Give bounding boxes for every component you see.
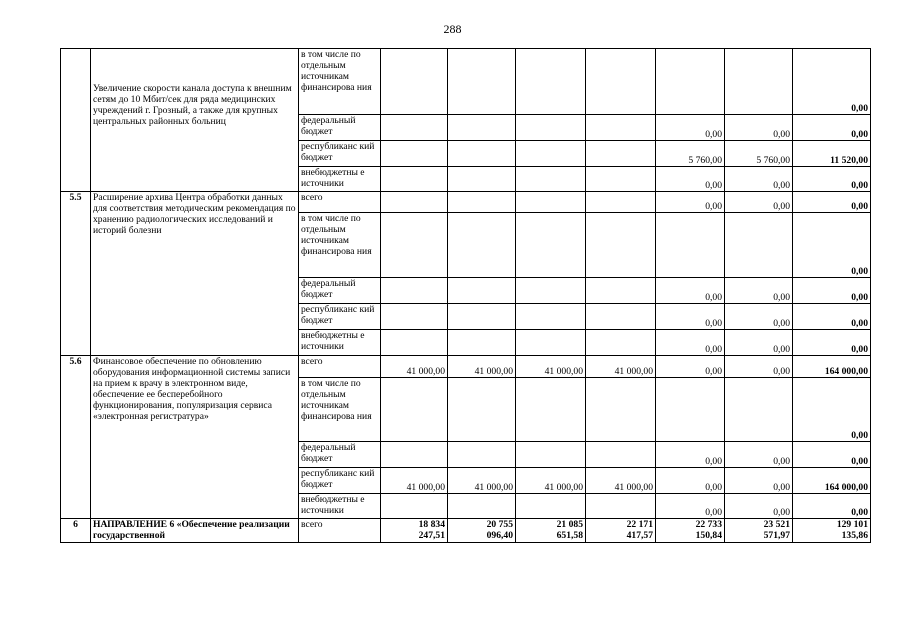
value-cell xyxy=(381,330,448,356)
table-row xyxy=(61,356,871,378)
value-cell xyxy=(448,167,516,192)
total-cell xyxy=(793,519,871,543)
source-label: всего xyxy=(299,192,381,213)
value-cell xyxy=(656,49,725,115)
table-row xyxy=(61,192,871,213)
value-cell xyxy=(448,141,516,167)
value-cell xyxy=(448,49,516,115)
total-cell: 0,00 xyxy=(793,378,871,442)
value-cell xyxy=(381,213,448,278)
total-cell: 0,00 xyxy=(793,213,871,278)
value-cell xyxy=(448,213,516,278)
value-cell: 0,00 xyxy=(725,356,793,378)
value-cell xyxy=(586,304,656,330)
value-cell xyxy=(381,192,448,213)
value-cell: 0,00 xyxy=(725,278,793,304)
table-row xyxy=(61,519,871,543)
value-cell: 0,00 xyxy=(656,278,725,304)
source-label: в том числе по отдельным источникам финансирова ния xyxy=(299,213,381,278)
value-cell xyxy=(586,141,656,167)
value-cell: 0,00 xyxy=(725,442,793,468)
value-cell xyxy=(586,494,656,519)
value-cell: 41 000,00 xyxy=(381,356,448,378)
value-cell: 0,00 xyxy=(656,167,725,192)
value-cell: 0,00 xyxy=(725,304,793,330)
source-label: федеральный бюджет xyxy=(299,442,381,468)
table-row xyxy=(61,49,871,115)
value-line: 571,97 xyxy=(763,530,790,541)
value-cell xyxy=(516,49,586,115)
value-line: 150,84 xyxy=(695,530,722,541)
value-cell xyxy=(381,519,448,543)
value-cell xyxy=(516,278,586,304)
value-line: 22 733 xyxy=(695,519,722,530)
value-cell: 5 760,00 xyxy=(725,141,793,167)
value-cell: 41 000,00 xyxy=(586,468,656,494)
source-label: внебюджетны е источники xyxy=(299,494,381,519)
value-cell xyxy=(516,304,586,330)
value-cell xyxy=(381,167,448,192)
value-cell xyxy=(381,494,448,519)
value-cell xyxy=(516,494,586,519)
total-cell: 0,00 xyxy=(793,115,871,141)
value-cell xyxy=(448,304,516,330)
value-cell: 0,00 xyxy=(656,442,725,468)
value-line: 18 834 xyxy=(418,519,445,530)
value-cell xyxy=(656,213,725,278)
source-label: внебюджетны е источники xyxy=(299,330,381,356)
value-cell xyxy=(586,442,656,468)
value-cell xyxy=(516,192,586,213)
source-label: республиканс кий бюджет xyxy=(299,468,381,494)
value-cell xyxy=(656,378,725,442)
value-cell xyxy=(586,278,656,304)
value-cell: 41 000,00 xyxy=(448,356,516,378)
value-cell xyxy=(586,192,656,213)
value-cell xyxy=(448,494,516,519)
value-cell: 0,00 xyxy=(656,115,725,141)
value-cell xyxy=(381,115,448,141)
measure-name: Расширение архива Центра обработки данных для соответствия методическим рекомендация по хранению радиологических исследований и историй болезни xyxy=(91,192,299,356)
value-cell: 0,00 xyxy=(656,192,725,213)
value-cell: 0,00 xyxy=(656,304,725,330)
value-cell xyxy=(516,378,586,442)
value-cell xyxy=(586,167,656,192)
value-cell: 41 000,00 xyxy=(381,468,448,494)
value-cell xyxy=(381,49,448,115)
budget-table xyxy=(60,48,871,543)
row-index: 5.6 xyxy=(61,356,91,519)
value-cell xyxy=(516,442,586,468)
source-label: всего xyxy=(299,356,381,378)
total-cell: 0,00 xyxy=(793,192,871,213)
page-number: 288 xyxy=(443,22,462,36)
value-cell: 41 000,00 xyxy=(448,468,516,494)
value-cell xyxy=(586,115,656,141)
value-cell: 5 760,00 xyxy=(656,141,725,167)
source-label: в том числе по отдельным источникам финансирова ния xyxy=(299,378,381,442)
value-cell xyxy=(516,141,586,167)
value-line: 23 521 xyxy=(763,519,790,530)
value-cell xyxy=(516,167,586,192)
total-cell: 0,00 xyxy=(793,49,871,115)
total-cell: 0,00 xyxy=(793,494,871,519)
value-cell xyxy=(381,141,448,167)
value-cell xyxy=(516,115,586,141)
value-cell xyxy=(381,278,448,304)
value-cell: 41 000,00 xyxy=(586,356,656,378)
value-line: 20 755 xyxy=(486,519,513,530)
value-cell xyxy=(381,442,448,468)
source-label: внебюджетны е источники xyxy=(299,167,381,192)
measure-name: Увеличение скорости канала доступа к внешним сетям до 10 Мбит/сек для ряда медицинских учреждений г. Грозный, а также для крупных центральных районных больниц xyxy=(91,49,299,192)
value-line: 129 101 xyxy=(836,519,868,530)
value-cell: 0,00 xyxy=(656,494,725,519)
total-cell: 0,00 xyxy=(793,304,871,330)
value-line: 417,57 xyxy=(626,530,653,541)
value-cell: 0,00 xyxy=(656,330,725,356)
total-cell: 0,00 xyxy=(793,442,871,468)
value-cell xyxy=(725,213,793,278)
value-cell: 0,00 xyxy=(656,356,725,378)
measure-name: НАПРАВЛЕНИЕ 6 «Обеспечение реализации государственной xyxy=(91,519,299,543)
total-cell: 0,00 xyxy=(793,278,871,304)
value-line: 22 171 xyxy=(626,519,653,530)
value-cell xyxy=(656,519,725,543)
value-cell: 0,00 xyxy=(725,115,793,141)
source-label: в том числе по отдельным источникам финансирова ния xyxy=(299,49,381,115)
source-label: республиканс кий бюджет xyxy=(299,141,381,167)
value-cell xyxy=(448,115,516,141)
value-cell xyxy=(448,192,516,213)
value-cell xyxy=(448,442,516,468)
value-cell: 0,00 xyxy=(725,330,793,356)
total-cell: 11 520,00 xyxy=(793,141,871,167)
value-cell xyxy=(586,330,656,356)
value-line: 247,51 xyxy=(418,530,445,541)
value-line: 651,58 xyxy=(556,530,583,541)
value-cell xyxy=(586,519,656,543)
value-cell: 0,00 xyxy=(725,167,793,192)
total-cell: 164 000,00 xyxy=(793,468,871,494)
value-cell xyxy=(516,519,586,543)
value-cell xyxy=(586,378,656,442)
value-cell: 0,00 xyxy=(725,494,793,519)
source-label: всего xyxy=(299,519,381,543)
row-index: 6 xyxy=(61,519,91,543)
value-cell xyxy=(516,330,586,356)
source-label: федеральный бюджет xyxy=(299,115,381,141)
value-cell xyxy=(381,304,448,330)
value-cell xyxy=(448,519,516,543)
source-label: федеральный бюджет xyxy=(299,278,381,304)
measure-name: Финансовое обеспечение по обновлению оборудования информационной системы записи на прием к врачу в электронном виде, обеспечение ее бесперебойного функционирования, популяризация сервиса «электронная регистратура» xyxy=(91,356,299,519)
value-cell xyxy=(516,213,586,278)
total-cell: 0,00 xyxy=(793,330,871,356)
total-cell: 164 000,00 xyxy=(793,356,871,378)
value-line: 21 085 xyxy=(556,519,583,530)
total-cell: 0,00 xyxy=(793,167,871,192)
value-line: 135,86 xyxy=(841,530,868,541)
value-cell xyxy=(725,378,793,442)
row-index: 5.5 xyxy=(61,192,91,356)
value-cell xyxy=(448,378,516,442)
value-cell xyxy=(381,378,448,442)
value-cell: 0,00 xyxy=(725,192,793,213)
value-cell xyxy=(448,330,516,356)
value-cell xyxy=(448,278,516,304)
value-cell xyxy=(586,213,656,278)
value-cell xyxy=(586,49,656,115)
source-label: республиканс кий бюджет xyxy=(299,304,381,330)
value-cell: 0,00 xyxy=(656,468,725,494)
value-cell: 0,00 xyxy=(725,468,793,494)
row-index-cell xyxy=(61,49,91,192)
value-cell: 41 000,00 xyxy=(516,468,586,494)
value-cell xyxy=(725,49,793,115)
value-line: 096,40 xyxy=(486,530,513,541)
value-cell xyxy=(725,519,793,543)
value-cell: 41 000,00 xyxy=(516,356,586,378)
